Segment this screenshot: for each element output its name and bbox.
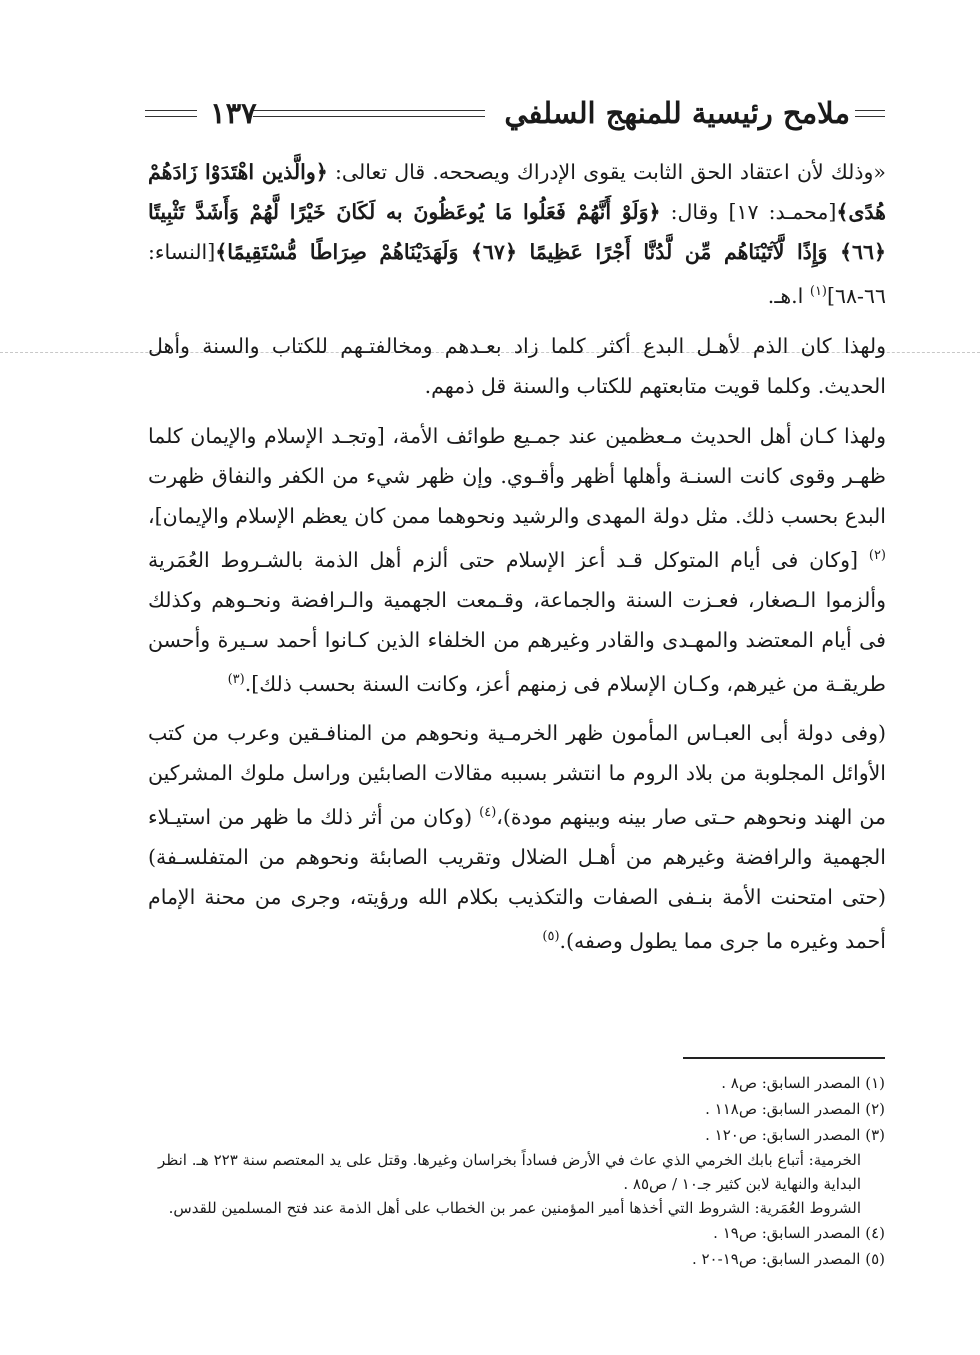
paragraph-text: (وفى دولة أبى العبـاس المأمون ظهر الخرمـية ونحوهم من المنافـقين وعرب من كتب الأوائل المجلوبة من بلاد الروم ما انتشر بسببه مقالات الصابئين وراسل ملوك المشركين من الهند ونحوهم حـتى صار بينه وبينهم مودة)، xyxy=(148,721,886,830)
main-text xyxy=(148,152,886,971)
footnote-item: (٢) المصدر السابق: ص١١٨ . xyxy=(705,1100,885,1118)
footnote-note: الشروط العُمَرية: الشروط التي أخذها أمير المؤمنين عمر بن الخطاب على أهل الذمة عند فتح المسلمين للقدس. xyxy=(168,1199,861,1217)
paragraph-text: [محمـد: ١٧] وقال: xyxy=(660,200,837,224)
footnote-item: (٥) المصدر السابق: ص١٩-٢٠ . xyxy=(691,1250,885,1268)
verse-reference: [النساء: ٦٦-٦٨] xyxy=(148,240,886,308)
paragraph-text: ا.هـ. xyxy=(767,283,810,308)
header-rule-left xyxy=(145,116,197,117)
page-number: ١٣٧ xyxy=(210,96,257,130)
footnote-ref: (١) xyxy=(809,284,827,299)
quran-verse: ﴿وَلَوْ أَنَّهُمْ فَعَلُوا مَا يُوعَظُونَ به لَكَانَ خَيْرًا لَّهُمْ وَأَشَدَّ تَثْبِيتًا ﴿٦٦﴾ وَإِذًا لَّآتَيْنَاهُم مِّن لَّدُنَّا أَجْرًا عَظِيمًا ﴿٦٧﴾ وَلَهَدَيْنَاهُمْ صِرَاطًا مُّسْتَقِيمًا﴾ xyxy=(148,200,886,264)
header-rule-right xyxy=(855,116,885,117)
footnote-item: (٣) المصدر السابق: ص١٢٠ . xyxy=(705,1126,885,1144)
paragraph-3 xyxy=(148,416,886,704)
footnote-ref: (٣) xyxy=(227,671,245,687)
paragraph-1 xyxy=(148,152,886,316)
footnote-item: (١) المصدر السابق: ص٨ . xyxy=(721,1074,885,1092)
footnote-ref: (٥) xyxy=(542,929,560,945)
header-rule-middle xyxy=(253,110,485,111)
paragraph-4 xyxy=(148,713,886,961)
footnote-separator xyxy=(683,1057,885,1059)
paragraph-text: ولهذا كـان أهل الحديث مـعظمين عند جمـيع طوائف الأمة، [وتجـد الإسلام والإيمان كلما ظهـر وقوى كانت السنـة وأهلها أظهر وأقـوي. وإن ظهر شيء من الكفر والنفاق ظهرت البدع بحسب ذلك. مثل دولة المهدى والرشيد ونحوهما ممن كان يعظم الإسلام والإيمان]، xyxy=(148,423,886,528)
header-title: ملامح رئيسية للمنهج السلفي xyxy=(504,96,850,130)
footnote-note: الخرمية: أتباع بابك الخرمي الذي عاث في الأرض فساداً بخراسان وغيرها. وقتل على يد المعتصم سنة ٢٢٣ هـ. انظر البداية والنهاية لابن كثير جـ١٠ / ص٨٥ . xyxy=(158,1151,861,1193)
header-rule-left xyxy=(145,110,197,111)
running-header xyxy=(140,92,880,142)
footnotes xyxy=(150,1070,885,1272)
header-rule-middle xyxy=(253,116,485,117)
paragraph-text: [وكان فى أيام المتوكل قـد أعز الإسلام حتى ألزم أهل الذمة بالشـروط العُمَرية وألزموا الـصغار، فعـزت السنة والجماعة، وقـمعت الجهمية والـرافضة ونحـوهم وكذلك فى أيام المعتضد والمهـدى والقادر وغيرهم من الخلفاء الذين كـانوا أحمد سـيرة وأحسن طريقـة من غيرهم، وكـان الإسلام فى زمنهم أعز، وكانت السنة بحسب ذلك]. xyxy=(148,547,886,696)
footnote-ref: (٢) xyxy=(868,547,886,563)
paragraph-text: (وكان من أثر ذلك ما ظهر من استيـلاء الجهمية والرافضة وغيرهم من أهـل الضلال وتقريب الصابئة ونحوهم من المتفلسـفة) (حتى امتحنت الأمة بنـفى الصفات والتكذيب بكلام الله ورؤيته، وجرى من محنة الإمام أحمد وغيره ما جرى مما يطول وصفه). xyxy=(148,805,886,954)
footnote-ref: (٤) xyxy=(479,805,497,821)
header-rule-right xyxy=(855,110,885,111)
footnote-item: (٤) المصدر السابق: ص١٩ . xyxy=(713,1224,885,1242)
quran-verse: ﴿والَّذين اهْتَدَوْا زَادَهُمْ هُدًى﴾ xyxy=(148,160,886,224)
paragraph-text: «وذلك لأن اعتقاد الحق الثابت يقوى الإدراك ويصححه. قال تعالى: xyxy=(327,160,886,184)
paragraph-2: ولهذا كان الذم لأهـل البدع أكثر كلما زاد بعـدهم ومخالفتـهم للكتاب والسنة وأهل الحديث. وكلما قويت متابعتهم للكتاب والسنة قل ذمهم. xyxy=(148,333,886,398)
